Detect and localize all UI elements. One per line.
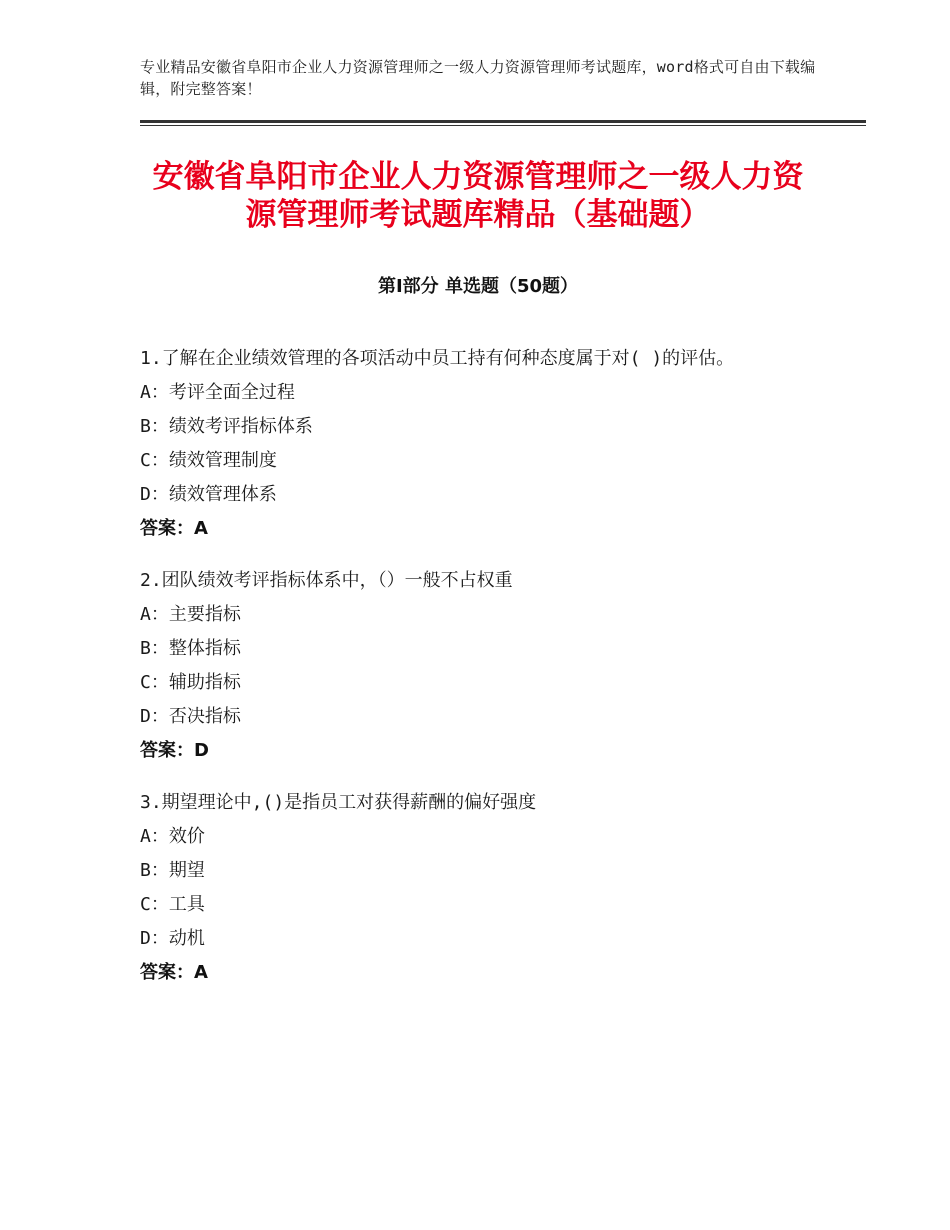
option-a: A：主要指标 bbox=[140, 604, 241, 625]
question-stem: 3.期望理论中,()是指员工对获得薪酬的偏好强度 bbox=[140, 792, 537, 813]
option-c: C：绩效管理制度 bbox=[140, 450, 277, 471]
question-item bbox=[140, 342, 816, 546]
option-b: B：绩效考评指标体系 bbox=[140, 416, 313, 437]
divider-thick-line bbox=[140, 120, 866, 123]
question-item bbox=[140, 564, 816, 768]
option-b: B：期望 bbox=[140, 860, 205, 881]
option-b: B：整体指标 bbox=[140, 638, 241, 659]
option-d: D：绩效管理体系 bbox=[140, 484, 277, 505]
document-title: 安徽省阜阳市企业人力资源管理师之一级人力资源管理师考试题库精品（基础题） bbox=[152, 159, 804, 233]
section-title: 第Ⅰ部分 单选题（50题） bbox=[377, 276, 578, 297]
header-divider bbox=[140, 120, 866, 126]
option-d: D：动机 bbox=[140, 928, 205, 949]
question-stem: 1.了解在企业绩效管理的各项活动中员工持有何种态度属于对( )的评估。 bbox=[140, 348, 735, 369]
header-note: 专业精品安徽省阜阳市企业人力资源管理师之一级人力资源管理师考试题库，word格式可自由下载编辑，附完整答案！ bbox=[140, 58, 816, 98]
option-a: A：效价 bbox=[140, 826, 205, 847]
question-stem: 2.团队绩效考评指标体系中，（）一般不占权重 bbox=[140, 570, 513, 591]
option-c: C：工具 bbox=[140, 894, 205, 915]
answer-line: 答案：A bbox=[140, 518, 208, 539]
question-item bbox=[140, 786, 816, 990]
divider-thin-line bbox=[140, 125, 866, 126]
answer-line: 答案：D bbox=[140, 740, 209, 761]
answer-line: 答案：A bbox=[140, 962, 208, 983]
option-a: A：考评全面全过程 bbox=[140, 382, 295, 403]
option-c: C：辅助指标 bbox=[140, 672, 241, 693]
option-d: D：否决指标 bbox=[140, 706, 241, 727]
question-list bbox=[140, 342, 816, 1008]
